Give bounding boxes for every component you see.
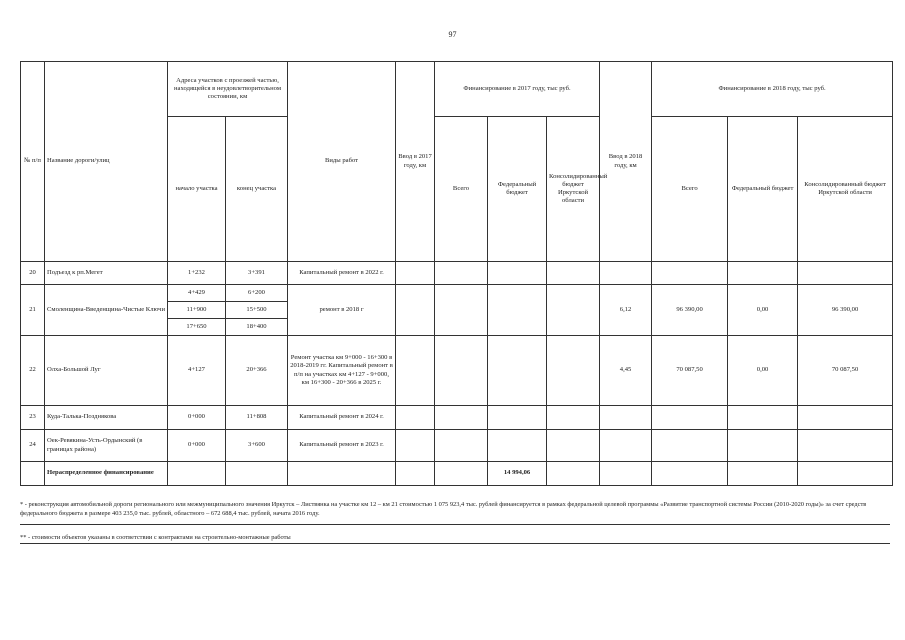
header-row-1 bbox=[21, 62, 893, 117]
row-num: 21 bbox=[21, 285, 45, 336]
section-end: 15+500 bbox=[226, 302, 288, 319]
section-start: 4+127 bbox=[168, 336, 226, 406]
header-federal-2018: Федеральный бюджет bbox=[728, 117, 798, 262]
header-section-start: начало участка bbox=[168, 117, 226, 262]
footnote-divider bbox=[20, 543, 890, 544]
federal-2018: 0,00 bbox=[728, 336, 798, 406]
works-type: ремонт в 2018 г bbox=[288, 285, 396, 336]
consolidated-2018: 70 087,50 bbox=[798, 336, 893, 406]
consolidated-2018: 96 390,00 bbox=[798, 285, 893, 336]
federal-2018: 0,00 bbox=[728, 285, 798, 336]
section-end: 3+600 bbox=[226, 430, 288, 462]
section-end: 11+808 bbox=[226, 406, 288, 430]
total-2018: 70 087,50 bbox=[652, 336, 728, 406]
header-consolidated-2017: Консолидированный бюджет Иркутской области bbox=[547, 117, 600, 262]
section-end: 20+366 bbox=[226, 336, 288, 406]
header-financing-2018: Финансирование в 2018 году, тыс руб. bbox=[652, 62, 893, 117]
works-type: Ремонт участка км 9+000 - 16+300 в 2018-2019 гг. Капитальный ремонт в п/п на участках км 4+127 - 9+000, км 16+300 - 20+366 в 2025 г. bbox=[288, 336, 396, 406]
footnote-1: * - реконструкция автомобильной дороги регионального или межмуниципального значения Иркутск – Листвянка на участке км 12 – км 21 стоимостью 1 075 923,4 тыс. рублей финансируется в рамках федеральной целевой программы «Развитие транспортной системы России (2010-2020 годы)» за счет средств федерального бюджета в размере 403 235,0 тыс. рублей, областного – 672 688,4 тыс. рублей, начата 2016 году. bbox=[20, 501, 867, 517]
footnote-divider bbox=[20, 524, 890, 525]
header-total-2018: Всего bbox=[652, 117, 728, 262]
header-commission-2017: Ввод в 2017 году, км bbox=[396, 62, 435, 262]
page-number: 97 bbox=[448, 30, 457, 39]
section-end: 3+391 bbox=[226, 262, 288, 285]
table-row-unallocated bbox=[21, 462, 893, 486]
financing-table bbox=[20, 61, 893, 486]
header-financing-2017: Финансирование в 2017 году, тыс руб. bbox=[435, 62, 600, 117]
road-name: Олха-Большой Луг bbox=[45, 336, 168, 406]
header-addresses: Адреса участков с проезжей частью, находящейся в неудовлетворительном состоянии, км bbox=[168, 62, 288, 117]
works-type: Капитальный ремонт в 2022 г. bbox=[288, 262, 396, 285]
section-end: 6+200 bbox=[226, 285, 288, 302]
header-commission-2018: Ввод в 2018 году, км bbox=[600, 62, 652, 262]
header-total-2017: Всего bbox=[435, 117, 488, 262]
header-federal-2017: Федеральный бюджет bbox=[488, 117, 547, 262]
total-2018: 96 390,00 bbox=[652, 285, 728, 336]
header-num: № п/п bbox=[21, 62, 45, 262]
commission-2018: 6,12 bbox=[600, 285, 652, 336]
table-row bbox=[21, 430, 893, 462]
table-row bbox=[21, 336, 893, 406]
table-row bbox=[21, 406, 893, 430]
table-row bbox=[21, 262, 893, 285]
section-start: 17+650 bbox=[168, 319, 226, 336]
table-row bbox=[21, 285, 893, 302]
road-name: Оек-Ревякина-Усть-Ордынский (в границах района) bbox=[45, 430, 168, 462]
header-consolidated-2018: Консолидированный бюджет Иркутской области bbox=[798, 117, 893, 262]
section-start: 0+000 bbox=[168, 430, 226, 462]
section-start: 1+232 bbox=[168, 262, 226, 285]
row-num: 23 bbox=[21, 406, 45, 430]
row-num: 24 bbox=[21, 430, 45, 462]
section-end: 18+400 bbox=[226, 319, 288, 336]
works-type: Капитальный ремонт в 2023 г. bbox=[288, 430, 396, 462]
header-section-end: конец участка bbox=[226, 117, 288, 262]
header-works: Виды работ bbox=[288, 62, 396, 262]
works-type: Капитальный ремонт в 2024 г. bbox=[288, 406, 396, 430]
unallocated-label: Нераспределенное финансирование bbox=[45, 462, 168, 486]
unallocated-federal-2017: 14 994,06 bbox=[488, 462, 547, 486]
road-name: Куда-Талька-Позднякова bbox=[45, 406, 168, 430]
section-start: 4+429 bbox=[168, 285, 226, 302]
header-road-name: Название дороги/улиц bbox=[45, 62, 168, 262]
section-start: 0+000 bbox=[168, 406, 226, 430]
section-start: 11+900 bbox=[168, 302, 226, 319]
footnote-2: ** - стоимости объектов указаны в соответствии с контрактами на строительно-монтажные работы bbox=[20, 534, 291, 541]
commission-2018: 4,45 bbox=[600, 336, 652, 406]
row-num: 22 bbox=[21, 336, 45, 406]
road-name: Смоленщина-Введенщина-Чистые Ключи bbox=[45, 285, 168, 336]
road-name: Подъезд к рп.Мегет bbox=[45, 262, 168, 285]
row-num: 20 bbox=[21, 262, 45, 285]
